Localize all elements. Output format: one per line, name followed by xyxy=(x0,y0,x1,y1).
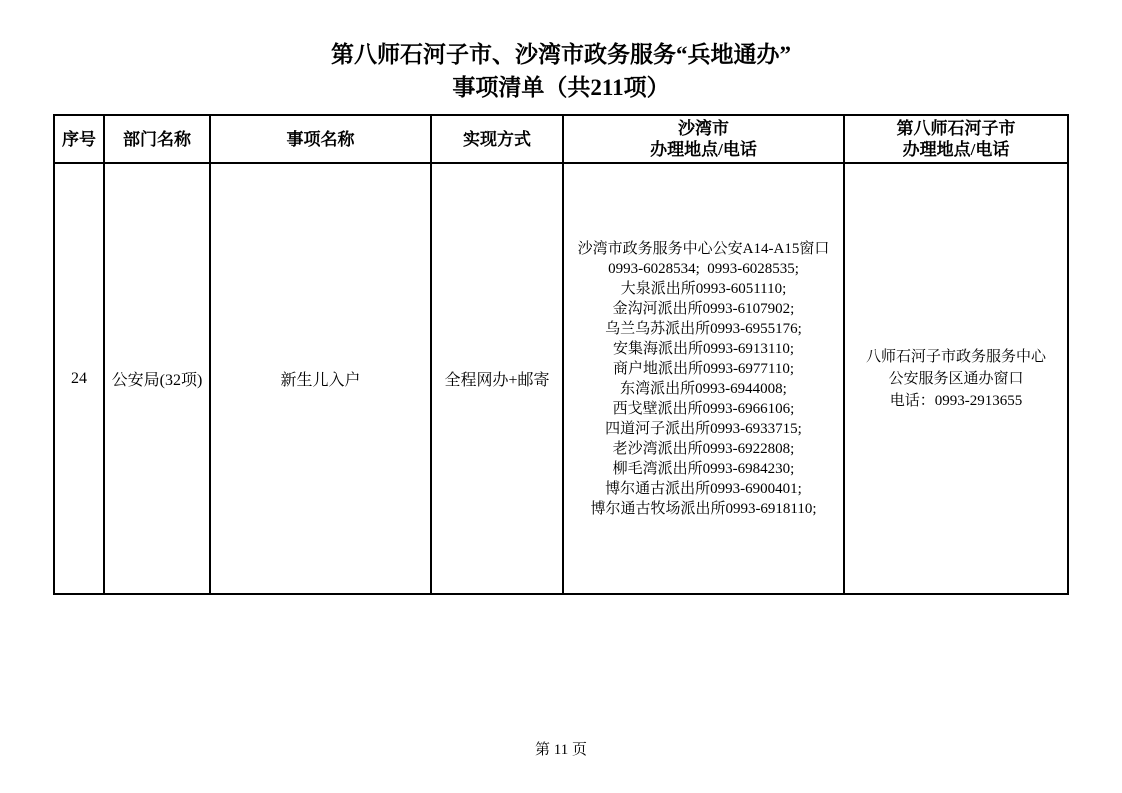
header-method-label: 实现方式 xyxy=(463,129,531,149)
cell-method: 全程网办+邮寄 xyxy=(431,163,563,594)
contact-line: 商户地派出所0993-6977110; xyxy=(612,360,795,377)
shawan-contact-lines xyxy=(566,239,841,519)
table-row xyxy=(54,163,1068,594)
contact-line: 大泉派出所0993-6051110; xyxy=(620,280,787,297)
header-shihezi-line-2: 办理地点/电话 xyxy=(902,140,1010,159)
header-shawan-line-2: 办理地点/电话 xyxy=(650,140,757,159)
cell-shihezi-contact xyxy=(844,163,1068,594)
contact-line: 四道河子派出所0993-6933715; xyxy=(605,420,802,437)
title-line-1: 第八师石河子市、沙湾市政务服务“兵地通办” xyxy=(331,42,791,67)
header-serial-label: 序号 xyxy=(62,129,96,149)
cell-serial: 24 xyxy=(54,163,104,594)
cell-item: 新生儿入户 xyxy=(210,163,431,594)
contact-line: 电话：0993-2913655 xyxy=(889,392,1023,409)
cell-shawan-contact xyxy=(563,163,844,594)
contact-line: 博尔通古派出所0993-6900401; xyxy=(605,480,802,497)
contact-line: 公安服务区通办窗口 xyxy=(888,370,1024,387)
contact-line: 乌兰乌苏派出所0993-6955176; xyxy=(605,320,802,337)
page-number: 第 11 页 xyxy=(535,742,587,758)
header-department xyxy=(104,115,210,163)
header-department-label: 部门名称 xyxy=(123,129,191,149)
contact-line: 西戈壁派出所0993-6966106; xyxy=(612,400,795,417)
header-item-label: 事项名称 xyxy=(286,129,355,149)
contact-line: 博尔通古牧场派出所0993-6918110; xyxy=(590,500,817,517)
contact-line: 柳毛湾派出所0993-6984230; xyxy=(612,460,795,477)
header-shawan xyxy=(563,115,844,163)
header-shawan-line-1: 沙湾市 xyxy=(678,119,729,138)
contact-line: 东湾派出所0993-6944008; xyxy=(620,380,787,397)
header-item xyxy=(210,115,431,163)
contact-line: 沙湾市政务服务中心公安A14-A15窗口 xyxy=(577,240,830,257)
contact-line: 金沟河派出所0993-6107902; xyxy=(612,300,795,317)
header-shihezi-line-1: 第八师石河子市 xyxy=(896,119,1016,138)
contact-line: 安集海派出所0993-6913110; xyxy=(612,340,795,357)
header-serial xyxy=(54,115,104,163)
contact-line: 0993-6028534; 0993-6028535; xyxy=(608,260,799,277)
contact-line: 八师石河子市政务服务中心 xyxy=(865,348,1046,365)
cell-department: 公安局(32项) xyxy=(104,163,210,594)
contact-line: 老沙湾派出所0993-6922808; xyxy=(612,440,795,457)
title-line-2: 事项清单（共211项） xyxy=(452,75,670,100)
table-header-row xyxy=(54,115,1068,163)
shihezi-contact-lines xyxy=(847,346,1065,412)
service-items-table xyxy=(53,114,1069,595)
document-title xyxy=(0,38,1122,104)
header-shihezi xyxy=(844,115,1068,163)
header-method xyxy=(431,115,563,163)
